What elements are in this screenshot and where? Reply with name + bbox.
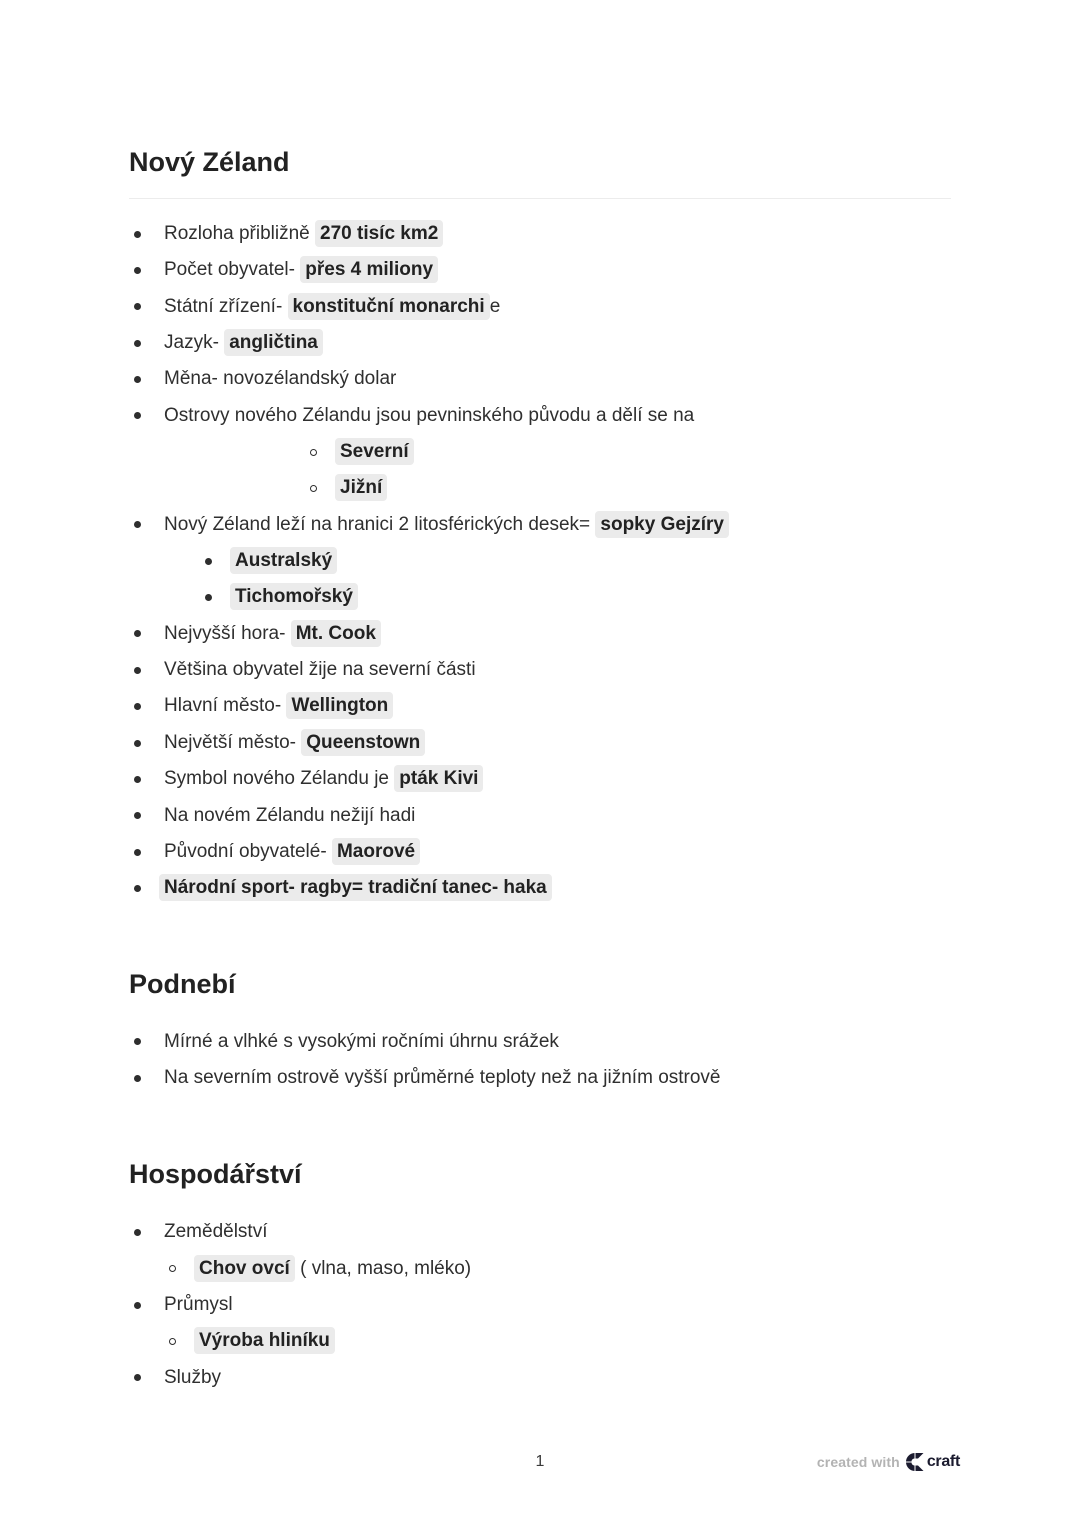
item-text: Služby — [164, 1366, 222, 1388]
section-heading: Hospodářství — [129, 1159, 302, 1190]
bullet-icon — [134, 521, 141, 528]
item-text: Mírné a vlhké s vysokými ročními úhrnu srážek — [164, 1030, 559, 1052]
bullet-icon — [134, 1302, 141, 1309]
highlighted-text: Chov ovcí — [194, 1255, 295, 1282]
list-item — [129, 1060, 951, 1096]
highlighted-text: Severní — [335, 438, 414, 465]
list-item — [129, 834, 951, 870]
bullet-icon — [134, 740, 141, 747]
bullet-list — [129, 216, 951, 907]
highlighted-text: Jižní — [335, 474, 387, 501]
item-text: Rozloha přibližně — [164, 223, 316, 244]
bullet-icon — [134, 412, 141, 419]
created-with-text: created with — [816, 1454, 900, 1470]
list-item — [129, 798, 951, 834]
highlighted-text: přes 4 miliony — [300, 256, 438, 283]
list-item — [129, 361, 951, 397]
item-text: Nejvyšší hora- — [164, 622, 291, 644]
item-text: Ostrovy nového Zélandu jsou pevninského původu a dělí se na — [164, 404, 695, 426]
bullet-icon — [134, 703, 141, 710]
bullet-list — [129, 1214, 951, 1396]
list-item — [129, 398, 951, 434]
item-text-suffix: ( vlna, maso, mléko) — [294, 1257, 472, 1279]
item-text: Na severním ostrově vyšší průměrné teploty než na jižním ostrově — [164, 1066, 721, 1088]
bullet-icon — [134, 303, 141, 310]
highlighted-text: angličtina — [224, 329, 323, 356]
bullet-icon — [134, 667, 141, 674]
bullet-icon — [134, 885, 141, 892]
item-text: Nový Zéland leží na hranici 2 litosférických desek= — [164, 513, 596, 535]
highlighted-text: Maorové — [332, 838, 420, 865]
item-text: Původní obyvatelé- — [164, 840, 332, 862]
item-text: Státní zřízení- — [164, 295, 288, 317]
highlighted-text: 270 tisíc km2 — [315, 220, 443, 247]
section-heading: Nový Zéland — [129, 147, 290, 177]
highlighted-text: Výroba hliníku — [194, 1327, 335, 1354]
bullet-icon — [134, 776, 141, 783]
sub-list-item — [129, 579, 951, 615]
section-heading: Podnebí — [129, 968, 236, 999]
list-item — [129, 507, 951, 543]
circle-bullet-icon — [169, 1265, 176, 1272]
item-text: Symbol nového Zélandu je — [164, 768, 395, 790]
item-text: Většina obyvatel žije na severní části — [164, 659, 476, 681]
highlighted-text: pták Kivi — [394, 765, 483, 792]
page-number: 1 — [535, 1453, 545, 1470]
bullet-icon — [205, 558, 212, 565]
bullet-icon — [134, 231, 141, 238]
list-item — [129, 1360, 951, 1396]
highlighted-text: konstituční monarchi — [288, 293, 490, 320]
list-item — [129, 325, 951, 361]
document-content — [129, 142, 951, 1396]
highlighted-text: sopky Gejzíry — [595, 511, 729, 538]
bullet-icon — [134, 1075, 141, 1082]
bullet-icon — [134, 1229, 141, 1236]
bullet-icon — [134, 1038, 141, 1045]
highlighted-text: Mt. Cook — [291, 620, 381, 647]
bullet-icon — [134, 267, 141, 274]
section-hospodarstvi — [129, 1154, 951, 1396]
bullet-icon — [134, 849, 141, 856]
highlighted-text: Australský — [230, 547, 337, 574]
circle-bullet-icon — [310, 485, 317, 492]
list-item — [129, 688, 951, 724]
item-text: Zemědělství — [164, 1221, 268, 1243]
section-novy-zeland — [129, 142, 951, 907]
circle-bullet-icon — [169, 1338, 176, 1345]
highlighted-text: Wellington — [286, 692, 393, 719]
sub-list-item — [129, 470, 951, 506]
item-text: Na novém Zélandu nežijí hadi — [164, 804, 416, 826]
item-text: Jazyk- — [164, 332, 225, 354]
list-item — [129, 252, 951, 288]
item-text: Počet obyvatel- — [164, 259, 301, 281]
list-item — [129, 725, 951, 761]
sub-list-item — [129, 543, 951, 579]
bullet-icon — [134, 376, 141, 383]
bullet-list — [129, 1024, 951, 1097]
item-text-suffix: e — [489, 295, 501, 317]
list-item — [129, 216, 951, 252]
created-with-badge — [817, 1451, 960, 1473]
item-text: Hlavní město- — [164, 695, 287, 717]
list-item — [129, 289, 951, 325]
bullet-icon — [134, 630, 141, 637]
bullet-icon — [205, 594, 212, 601]
sub-list-item — [129, 434, 951, 470]
bullet-icon — [134, 340, 141, 347]
circle-bullet-icon — [310, 449, 317, 456]
list-item — [129, 1024, 951, 1060]
section-podnebi — [129, 964, 951, 1097]
craft-logo-icon — [905, 1452, 925, 1472]
divider — [129, 198, 951, 199]
list-item — [129, 616, 951, 652]
brand-name: craft — [926, 1453, 960, 1470]
item-text: Největší město- — [164, 731, 302, 753]
sub-list-item — [129, 1251, 951, 1287]
list-item — [129, 870, 951, 906]
highlighted-text: Národní sport- ragby= tradiční tanec- haka — [159, 874, 552, 901]
item-text: Průmysl — [164, 1293, 233, 1315]
list-item — [129, 761, 951, 797]
highlighted-text: Tichomořský — [230, 583, 358, 610]
bullet-icon — [134, 812, 141, 819]
list-item — [129, 1214, 951, 1250]
sub-list-item — [129, 1323, 951, 1359]
list-item — [129, 1287, 951, 1323]
highlighted-text: Queenstown — [301, 729, 425, 756]
item-text: Měna- novozélandský dolar — [164, 368, 397, 390]
list-item — [129, 652, 951, 688]
bullet-icon — [134, 1374, 141, 1381]
